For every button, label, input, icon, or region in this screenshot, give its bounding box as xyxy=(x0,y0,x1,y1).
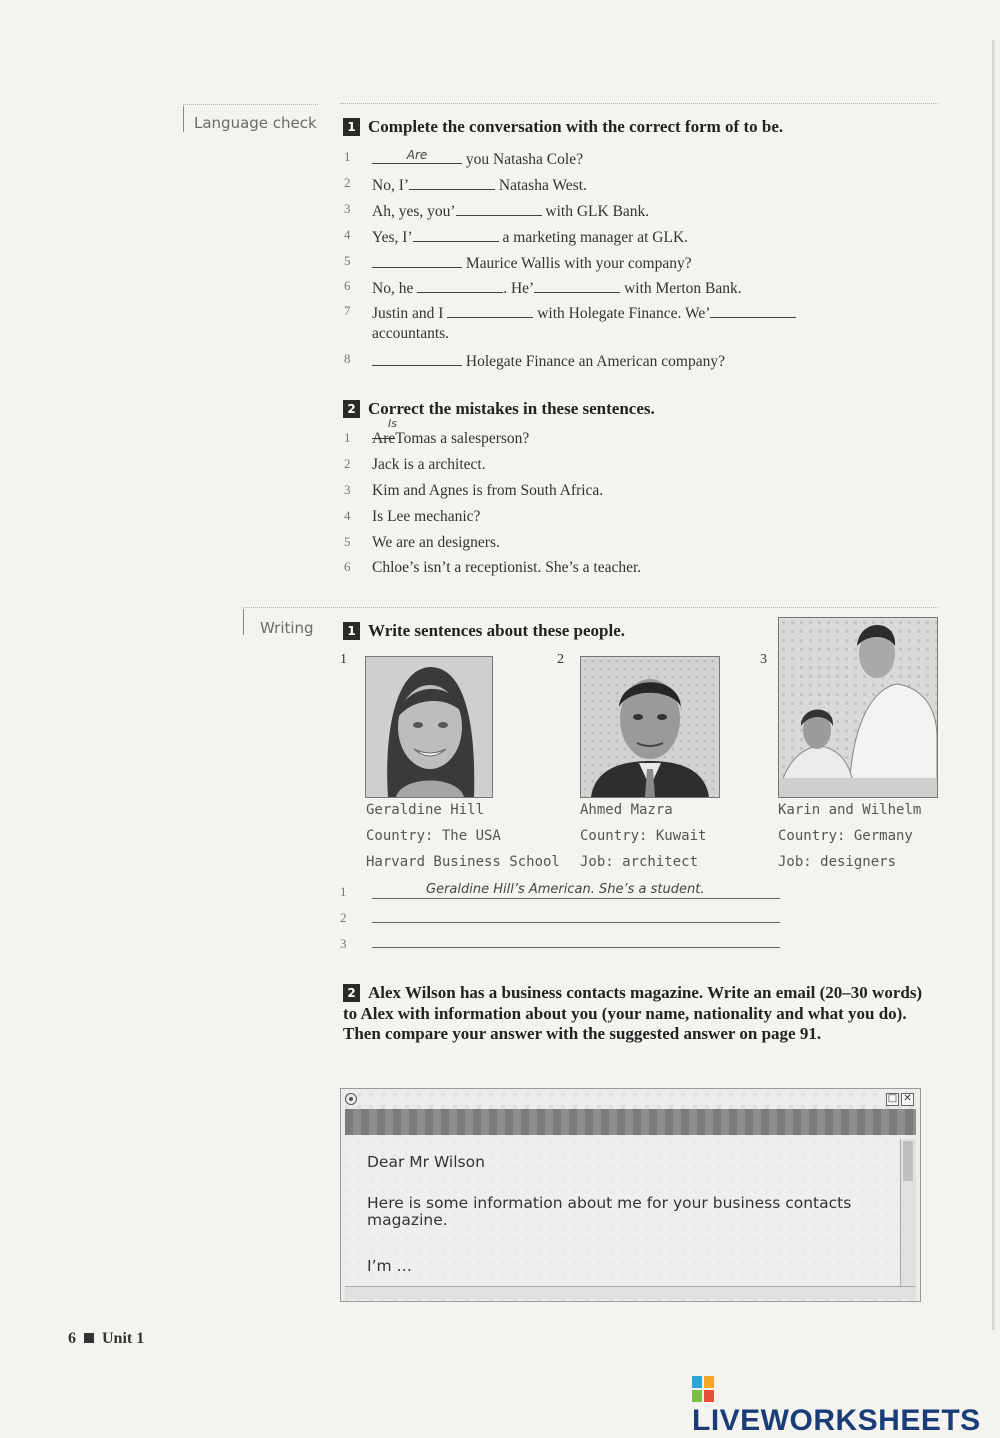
email-body-text: Here is some information about me for your business contacts magazine. xyxy=(367,1194,852,1229)
unit-label: Unit 1 xyxy=(102,1330,145,1347)
ex2-item xyxy=(344,456,486,474)
vertical-scrollbar[interactable] xyxy=(900,1139,916,1287)
person-country: Country: The USA xyxy=(366,828,501,844)
answer-number: 1 xyxy=(340,884,347,899)
writing-1-heading xyxy=(343,621,625,641)
ex1-item xyxy=(344,201,650,221)
liveworksheets-logo[interactable] xyxy=(692,1376,1000,1438)
page-footer xyxy=(68,1330,144,1348)
email-window xyxy=(340,1088,921,1302)
person-name: Karin and Wilhelm xyxy=(778,802,922,818)
item-number: 2 xyxy=(344,456,351,471)
item-text: . He’ xyxy=(503,280,535,297)
item-number: 6 xyxy=(344,559,351,574)
photo-geraldine-hill xyxy=(365,656,493,798)
item-number: 8 xyxy=(344,351,351,366)
writing-2-instruction xyxy=(343,983,923,1045)
sidebar-divider xyxy=(183,106,184,132)
ex1-item-continued: accountants. xyxy=(372,325,450,342)
woman-portrait-icon xyxy=(366,657,492,797)
item-text: Kim and Agnes is from South Africa. xyxy=(372,482,604,499)
square-bullet-icon xyxy=(84,1333,94,1343)
email-header-bar xyxy=(345,1109,916,1135)
page-edge xyxy=(992,40,995,1330)
ex1-item xyxy=(344,227,689,247)
exercise-instruction: Write sentences about these people. xyxy=(368,621,626,640)
answer-blank[interactable] xyxy=(372,253,462,268)
ex2-item xyxy=(344,534,500,552)
exercise-number: 1 xyxy=(343,118,360,136)
exercise-number: 2 xyxy=(343,400,360,418)
correction-text: Is xyxy=(388,417,397,430)
item-text: you Natasha Cole? xyxy=(465,151,583,168)
item-text: with Holegate Finance. We’ xyxy=(537,305,711,322)
exercise-instruction: Complete the conversation with the correct form of to be. xyxy=(368,117,784,136)
person-number: 1 xyxy=(340,652,347,667)
window-menu-icon[interactable] xyxy=(345,1093,357,1105)
item-number: 1 xyxy=(344,149,351,164)
person-name: Geraldine Hill xyxy=(366,802,485,818)
item-number: 4 xyxy=(344,227,351,242)
item-text: with Merton Bank. xyxy=(624,280,742,297)
ex2-item xyxy=(344,508,481,526)
item-text: Tomas a salesperson? xyxy=(395,430,530,447)
answer-number: 3 xyxy=(340,936,347,951)
item-number: 5 xyxy=(344,534,351,549)
person-country: Country: Kuwait xyxy=(580,828,707,844)
item-text: Maurice Wallis with your company? xyxy=(465,255,692,272)
item-number: 5 xyxy=(344,253,351,268)
item-text: Ah, yes, you’ xyxy=(372,203,456,220)
person-job: Job: designers xyxy=(778,854,897,870)
ex2-item xyxy=(344,482,604,500)
item-text: with GLK Bank. xyxy=(545,203,650,220)
section-rule xyxy=(340,103,938,104)
ex1-item xyxy=(344,303,796,323)
item-number: 6 xyxy=(344,278,351,293)
item-text: a marketing manager at GLK. xyxy=(502,229,689,246)
answer-blank[interactable] xyxy=(534,278,620,293)
horizontal-scrollbar[interactable] xyxy=(345,1286,916,1299)
maximize-icon[interactable]: □ xyxy=(887,1093,898,1104)
item-text: We are an designers. xyxy=(372,534,500,551)
item-text: Yes, I’ xyxy=(372,229,413,246)
answer-line[interactable] xyxy=(372,947,780,948)
item-number: 1 xyxy=(344,430,351,445)
page-number: 6 xyxy=(68,1330,76,1347)
answer-blank[interactable] xyxy=(409,175,495,190)
answer-blank[interactable] xyxy=(456,201,542,216)
item-text: Jack is a architect. xyxy=(372,456,486,473)
exercise-instruction: Correct the mistakes in these sentences. xyxy=(368,399,655,418)
ex1-item xyxy=(344,351,725,371)
section-rule xyxy=(243,607,938,608)
answer-blank[interactable] xyxy=(710,303,796,318)
email-body-area[interactable] xyxy=(345,1139,900,1287)
brand-text: LIVEWORKSHEETS xyxy=(692,1404,981,1437)
item-text: Chloe’s isn’t a receptionist. She’s a teacher. xyxy=(372,559,642,576)
writing-label: Writing xyxy=(260,619,314,637)
language-check-label: Language check xyxy=(194,114,317,132)
exercise-number: 2 xyxy=(343,984,360,1002)
ex2-item xyxy=(344,417,530,448)
logo-blocks-icon xyxy=(692,1376,714,1402)
exercise-2-heading xyxy=(343,399,655,419)
answer-line[interactable] xyxy=(372,898,780,899)
item-text: Is Lee mechanic? xyxy=(372,508,481,525)
answer-blank[interactable] xyxy=(417,278,503,293)
person-country: Country: Germany xyxy=(778,828,913,844)
person-school: Harvard Business School xyxy=(366,854,560,870)
blank-answer: Are xyxy=(406,148,428,162)
person-job: Job: architect xyxy=(580,854,699,870)
sidebar-divider xyxy=(243,609,244,635)
item-number: 7 xyxy=(344,303,351,318)
ex1-item xyxy=(344,253,692,273)
group-portrait-icon xyxy=(779,618,937,797)
item-text: Natasha West. xyxy=(498,177,587,194)
scroll-thumb[interactable] xyxy=(903,1141,913,1181)
item-number: 4 xyxy=(344,508,351,523)
item-number: 3 xyxy=(344,482,351,497)
person-name: Ahmed Mazra xyxy=(580,802,673,818)
ex1-item xyxy=(344,148,583,169)
section-rule xyxy=(183,104,318,105)
ex1-item xyxy=(344,175,587,195)
item-text: No, I’ xyxy=(372,177,410,194)
person-number: 2 xyxy=(557,652,564,667)
email-start-text: I’m … xyxy=(367,1257,413,1275)
item-number: 2 xyxy=(344,175,351,190)
item-text: Holegate Finance an American company? xyxy=(465,353,725,370)
photo-ahmed-mazra xyxy=(580,656,720,798)
answer-blank[interactable] xyxy=(413,227,499,242)
item-text: Justin and I xyxy=(372,305,444,322)
answer-number: 2 xyxy=(340,910,347,925)
man-portrait-icon xyxy=(581,657,719,797)
exercise-instruction: Alex Wilson has a business contacts magazine. Write an email (20–30 words) to Alex with information about you (your name, nationality and what you do). Then compare your answer with the suggested answer on page 91. xyxy=(343,983,923,1043)
item-number: 3 xyxy=(344,201,351,216)
ex1-item xyxy=(344,278,742,298)
answer-line[interactable] xyxy=(372,922,780,923)
close-icon[interactable]: ✕ xyxy=(901,1093,914,1106)
ex2-item xyxy=(344,559,642,577)
exercise-1-heading xyxy=(343,117,783,137)
example-answer: Geraldine Hill’s American. She’s a student. xyxy=(426,882,705,897)
answer-blank[interactable] xyxy=(447,303,533,318)
person-number: 3 xyxy=(760,652,767,667)
answer-blank[interactable] xyxy=(372,351,462,366)
exercise-number: 1 xyxy=(343,622,360,640)
email-greeting: Dear Mr Wilson xyxy=(367,1153,485,1171)
crossed-out-word: Are xyxy=(372,430,396,447)
item-text: No, he xyxy=(372,280,414,297)
photo-karin-and-wilhelm xyxy=(778,617,938,798)
answer-blank[interactable] xyxy=(372,149,462,164)
